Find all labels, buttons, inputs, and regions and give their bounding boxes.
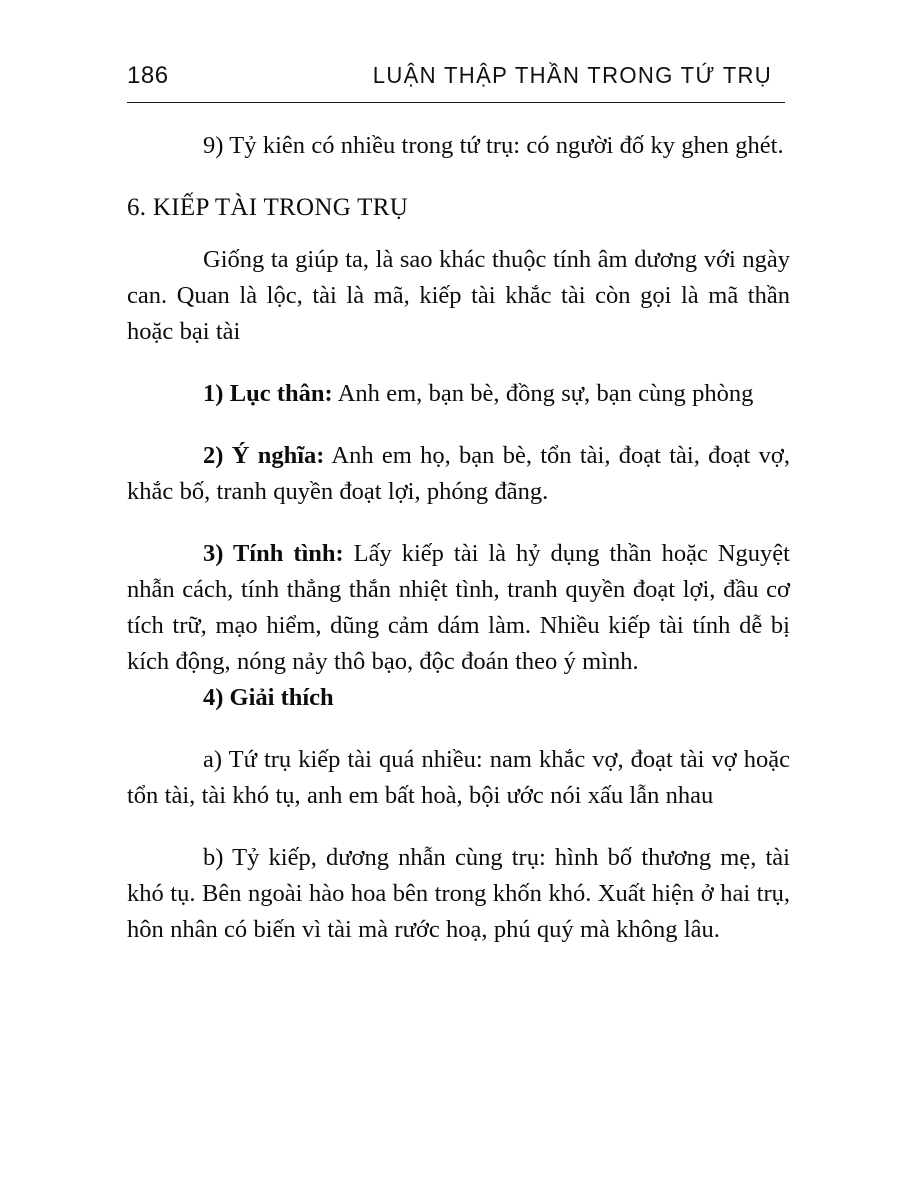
item-2-lead: 2) Ý nghĩa: xyxy=(203,442,325,469)
paragraph-item-2 xyxy=(127,438,790,510)
item-3-lead: 3) Tính tình: xyxy=(203,540,344,567)
item-1-text: Anh em, bạn bè, đồng sự, bạn cùng phòng xyxy=(332,380,754,407)
paragraph-item-3 xyxy=(127,536,790,680)
sub-heading-item-4: 4) Giải thích xyxy=(203,684,334,711)
running-title: LUẬN THẬP THẦN TRONG TỨ TRỤ xyxy=(372,62,773,88)
page-number: 186 xyxy=(127,62,169,89)
paragraph-item-4b: b) Tỷ kiếp, dương nhẫn cùng trụ: hình bố thương mẹ, tài khó tụ. Bên ngoài hào hoa bên trong khốn khó. Xuất hiện ở hai trụ, hôn nhân có biến vì tài mà rước hoạ, phú quý mà không lâu. xyxy=(127,844,790,943)
paragraph-intro: Giống ta giúp ta, là sao khác thuộc tính âm dương với ngày can. Quan là lộc, tài là mã, kiếp tài khắc tài còn gọi là mã thần hoặc bại tài xyxy=(127,246,790,345)
running-head xyxy=(127,62,785,96)
item-1-lead: 1) Lục thân: xyxy=(203,380,333,407)
paragraph-item-9: 9) Tỷ kiên có nhiều trong tứ trụ: có người đố ky ghen ghét. xyxy=(203,132,784,159)
section-heading-6: 6. KIẾP TÀI TRONG TRỤ xyxy=(127,194,409,221)
paragraph-item-1 xyxy=(127,376,790,412)
item-3-text: Lấy kiếp tài là hỷ dụng thần hoặc Nguyệt nhẫn cách, tính thẳng thắn nhiệt tình, tranh quyền đoạt lợi, đầu cơ tích trữ, mạo hiểm, dũng cảm dám làm. Nhiều kiếp tài tính dễ bị kích động, nóng nảy thô bạo, độc đoán theo ý mình. xyxy=(127,540,790,675)
paragraph-item-4a: a) Tứ trụ kiếp tài quá nhiều: nam khắc vợ, đoạt tài vợ hoặc tổn tài, tài khó tụ, anh em bất hoà, bội ước nói xấu lẫn nhau xyxy=(127,746,790,809)
item-2-text: Anh em họ, bạn bè, tổn tài, đoạt tài, đoạt vợ, khắc bố, tranh quyền đoạt lợi, phóng đãng. xyxy=(127,442,790,505)
header-rule xyxy=(127,102,785,103)
text-column xyxy=(127,128,790,948)
